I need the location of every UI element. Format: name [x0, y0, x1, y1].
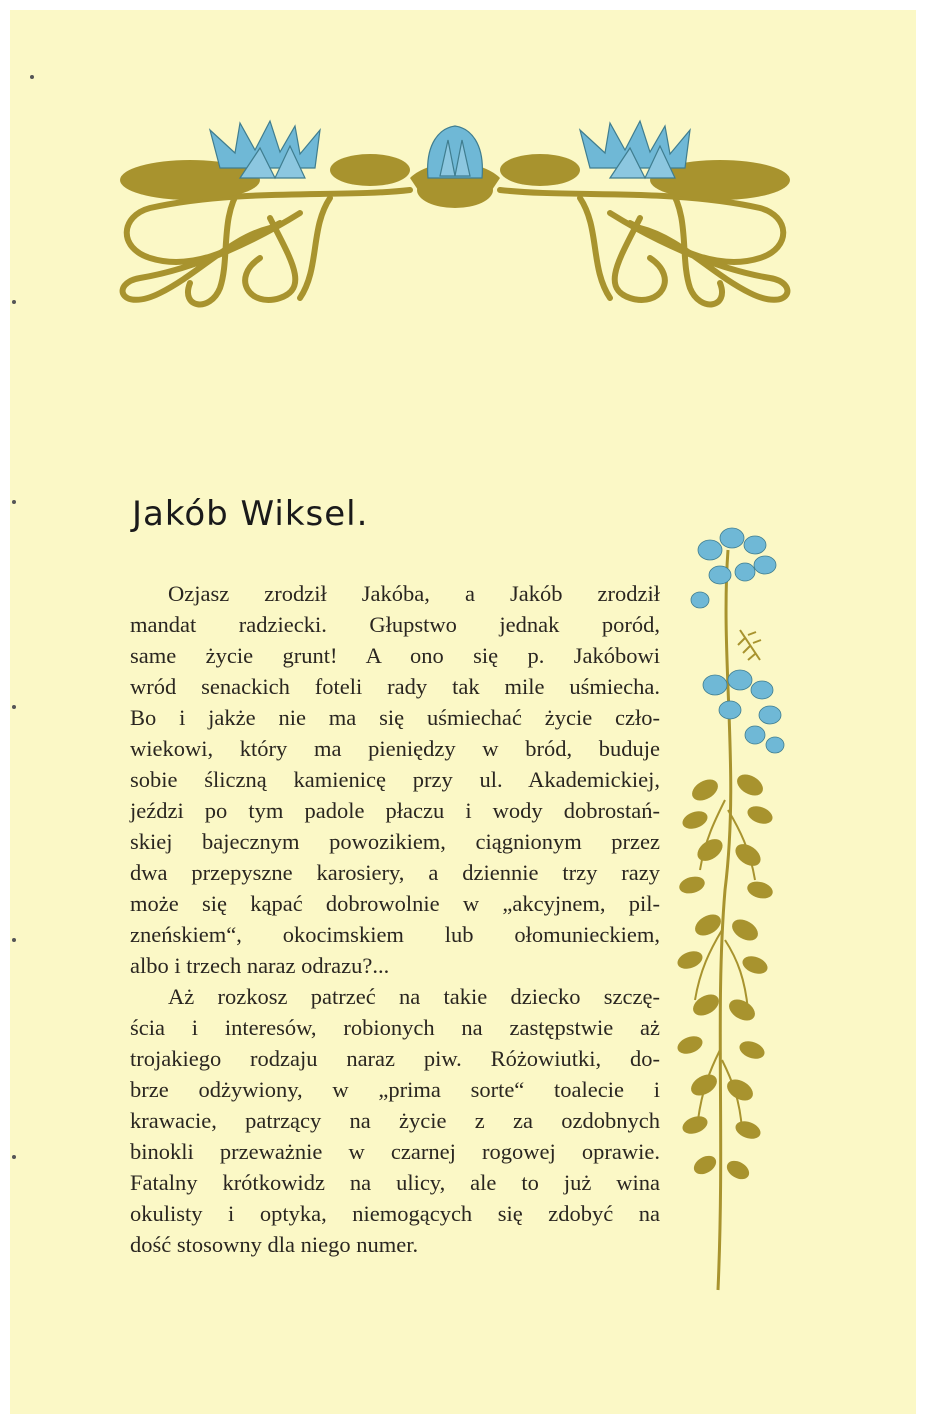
text-line: wiekowi, który ma pieniędzy w bród, buduje [130, 736, 660, 761]
text-line: mandat radziecki. Głupstwo jednak poród, [130, 612, 660, 637]
text-line: dość stosowny dla niego numer. [130, 1232, 419, 1257]
text-line: może się kąpać dobrowolnie w „akcyjnem, pil- [130, 891, 660, 916]
book-page [10, 10, 916, 1414]
text-line: zneńskiem“, okocimskiem lub ołomunieckiem, [130, 922, 660, 947]
text-line: albo i trzech naraz odrazu?... [130, 953, 390, 978]
text-line: same życie grunt! A ono się p. Jakóbowi [130, 643, 660, 668]
text-line: Bo i jakże nie ma się uśmiechać życie czło- [130, 705, 660, 730]
speck [12, 705, 16, 709]
text-line: okulisty i optyka, niemogących się zdobyć na [130, 1201, 660, 1226]
body-text [130, 578, 660, 1260]
text-line: wród senackich foteli rady tak mile uśmiecha. [130, 674, 660, 699]
speck [12, 300, 16, 304]
speck [12, 500, 16, 504]
speck [12, 1155, 16, 1159]
text-line: dwa przepyszne karosiery, a dziennie trzy razy [130, 860, 660, 885]
text-line: jeździ po tym padole płaczu i wody dobrostań- [130, 798, 660, 823]
page-title: Jakób Wiksel. [132, 494, 369, 534]
text-line: brze odżywiony, w „prima sorte“ toalecie i [130, 1077, 660, 1102]
paragraph-2 [130, 981, 660, 1260]
text-line: Ozjasz zrodził Jakóba, a Jakób zrodził [168, 581, 660, 606]
text-line: skiej bajecznym powozikiem, ciągnionym przez [130, 829, 660, 854]
speck [30, 75, 34, 79]
text-line: krawacie, patrzący na życie z za ozdobnych [130, 1108, 660, 1133]
text-line: trojakiego rodzaju naraz piw. Różowiutki, do- [130, 1046, 660, 1071]
text-line: sobie śliczną kamienicę przy ul. Akademickiej, [130, 767, 660, 792]
text-line: Fatalny krótkowidz na ulicy, ale to już wina [130, 1170, 660, 1195]
text-line: ścia i interesów, robionych na zastępstwie aż [130, 1015, 660, 1040]
speck [12, 938, 16, 942]
paragraph-1 [130, 578, 660, 981]
water-lily-ornament-icon [110, 118, 800, 318]
text-line: Aż rozkosz patrzeć na takie dziecko szczę- [168, 984, 660, 1009]
text-line: binokli przeważnie w czarnej rogowej oprawie. [130, 1139, 660, 1164]
flowering-vine-ornament-icon [670, 510, 790, 1300]
